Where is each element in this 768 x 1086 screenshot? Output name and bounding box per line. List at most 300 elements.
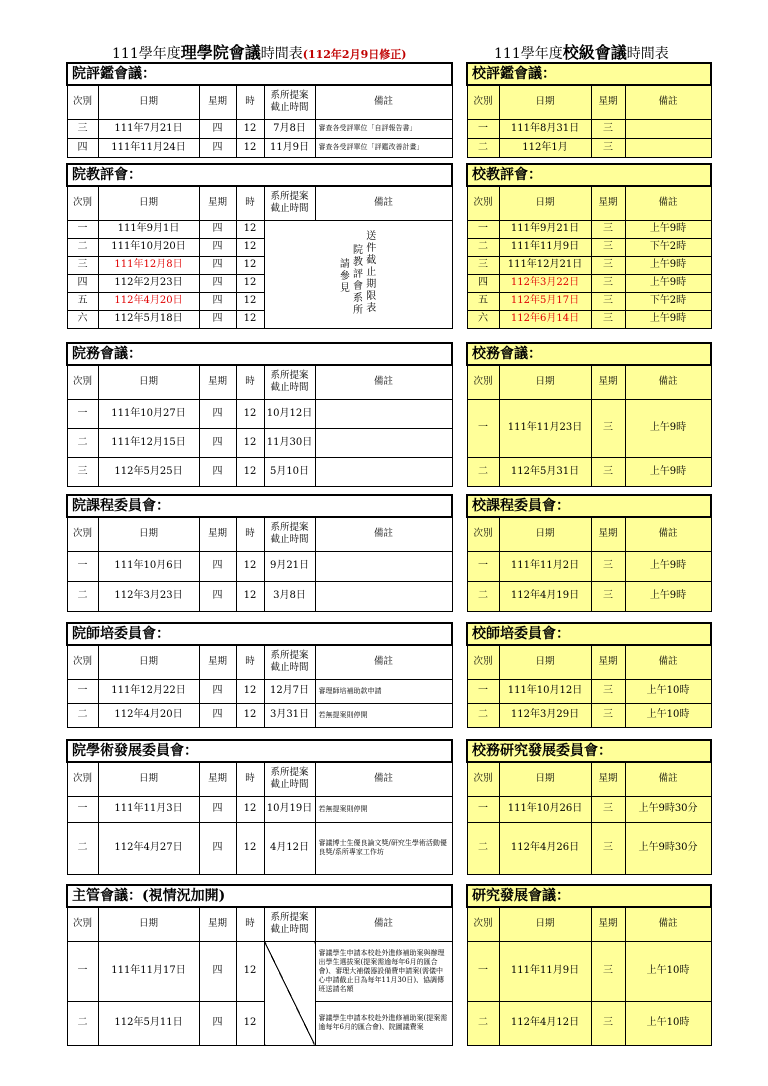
school-teach-section <box>466 163 712 329</box>
cell-week: 三 <box>591 310 625 328</box>
cell-date: 112年4月19日 <box>499 581 591 611</box>
cell-date: 112年5月25日 <box>98 457 199 486</box>
cell-week: 三 <box>591 274 625 292</box>
section-title: 院教評會： <box>67 164 452 186</box>
cell-date: 111年8月31日 <box>499 119 591 138</box>
cell-remark: 上午9時 <box>625 457 711 486</box>
header-remark: 備註 <box>625 186 711 220</box>
header-date: 日期 <box>499 517 591 551</box>
header-date: 日期 <box>98 517 199 551</box>
cell-week: 三 <box>591 551 625 581</box>
note-col: 送件截止期限表 <box>366 231 377 314</box>
header-deadline: 系所提案 截止時間 <box>264 762 315 796</box>
cell-date: 112年5月17日 <box>499 292 591 310</box>
cell-no: 二 <box>67 1001 98 1045</box>
cell-no: 二 <box>67 238 98 256</box>
header-remark: 備註 <box>315 517 452 551</box>
header-time: 時 <box>236 517 264 551</box>
cell-week: 三 <box>591 581 625 611</box>
cell-week: 四 <box>199 274 236 292</box>
cell-no: 一 <box>467 119 499 138</box>
header-no: 次別 <box>67 365 98 399</box>
header-week: 星期 <box>199 762 236 796</box>
cell-time: 12 <box>236 119 264 138</box>
cell-date: 112年2月23日 <box>98 274 199 292</box>
cell-week: 四 <box>199 822 236 874</box>
cell-deadline: 7月8日 <box>264 119 315 138</box>
cell-no: 二 <box>67 703 98 727</box>
cell-deadline: 3月8日 <box>264 581 315 611</box>
cell-deadline: 9月21日 <box>264 551 315 581</box>
cell-date: 112年4月26日 <box>499 822 591 874</box>
table-row <box>67 822 452 874</box>
cell-remark: 上午10時 <box>625 679 711 703</box>
cell-date: 112年5月31日 <box>499 457 591 486</box>
header-time: 時 <box>236 907 264 941</box>
note-col: 請參見 <box>339 259 350 294</box>
college-eval-section <box>66 62 453 158</box>
cell-remark: 審議學生申請本校赴外進修補助案(提案需逾每年6月的匯合會)、院圖議費案 <box>315 1001 452 1045</box>
cell-no: 三 <box>67 119 98 138</box>
table-row <box>467 399 711 457</box>
cell-date: 112年1月 <box>499 138 591 157</box>
cell-remark: 若無提案則停開 <box>315 703 452 727</box>
header-date: 日期 <box>499 907 591 941</box>
header-no: 次別 <box>67 645 98 679</box>
header-remark: 備註 <box>315 645 452 679</box>
school-affairs-section <box>466 342 712 487</box>
cell-date: 111年10月6日 <box>98 551 199 581</box>
table-row <box>467 274 711 292</box>
title-suffix: 時間表 <box>626 46 669 62</box>
table-row <box>467 457 711 486</box>
header-week: 星期 <box>591 85 625 119</box>
cell-week: 三 <box>591 256 625 274</box>
header-deadline: 系所提案 截止時間 <box>264 907 315 941</box>
header-week: 星期 <box>591 762 625 796</box>
header-no: 次別 <box>67 517 98 551</box>
cell-no: 二 <box>467 238 499 256</box>
cell-date: 111年12月21日 <box>499 256 591 274</box>
header-deadline: 系所提案 截止時間 <box>264 517 315 551</box>
cell-date: 111年11月9日 <box>499 941 591 1001</box>
cell-remark: 下午2時 <box>625 292 711 310</box>
cell-time: 12 <box>236 703 264 727</box>
table-row <box>67 457 452 486</box>
school-title <box>494 40 669 63</box>
cell-no: 一 <box>67 941 98 1001</box>
cell-remark: 上午9時 <box>625 256 711 274</box>
cell-week: 四 <box>199 138 236 157</box>
header-date: 日期 <box>98 85 199 119</box>
cell-date: 111年9月21日 <box>499 220 591 238</box>
cell-deadline: 5月10日 <box>264 457 315 486</box>
cell-no: 三 <box>67 256 98 274</box>
cell-week: 三 <box>591 138 625 157</box>
header-remark: 備註 <box>625 762 711 796</box>
cell-date: 111年10月20日 <box>98 238 199 256</box>
header-deadline: 系所提案 截止時間 <box>264 365 315 399</box>
header-date: 日期 <box>98 762 199 796</box>
cell-week: 四 <box>199 457 236 486</box>
header-week: 星期 <box>199 85 236 119</box>
cell-date: 112年4月20日 <box>98 703 199 727</box>
title-prefix: 111學年度 <box>494 46 563 62</box>
header-week: 星期 <box>591 907 625 941</box>
cell-no: 一 <box>67 551 98 581</box>
merged-note <box>264 220 452 328</box>
cell-week: 四 <box>199 1001 236 1045</box>
cell-week: 三 <box>591 238 625 256</box>
cell-remark: 上午9時30分 <box>625 796 711 822</box>
cell-time: 12 <box>236 138 264 157</box>
table-row <box>467 238 711 256</box>
header-remark: 備註 <box>315 365 452 399</box>
header-date: 日期 <box>98 365 199 399</box>
college-teach-section <box>66 163 453 329</box>
header-date: 日期 <box>499 645 591 679</box>
header-no: 次別 <box>67 186 98 220</box>
cell-remark: 審理師培補助款申請 <box>315 679 452 703</box>
header-date: 日期 <box>499 762 591 796</box>
cell-no: 二 <box>467 703 499 727</box>
cell-date: 112年5月18日 <box>98 310 199 328</box>
cell-date: 112年3月22日 <box>499 274 591 292</box>
cell-date: 111年11月23日 <box>499 399 591 457</box>
header-week: 星期 <box>199 907 236 941</box>
header-date: 日期 <box>499 186 591 220</box>
cell-remark: 上午9時 <box>625 310 711 328</box>
section-title: 院務會議： <box>67 343 452 365</box>
header-week: 星期 <box>199 365 236 399</box>
cell-time: 12 <box>236 1001 264 1045</box>
header-time: 時 <box>236 365 264 399</box>
cell-remark: 上午9時 <box>625 274 711 292</box>
cell-remark: 若無提案則停開 <box>315 796 452 822</box>
college-curriculum-section <box>66 494 453 612</box>
table-row <box>67 119 452 138</box>
cell-deadline: 4月12日 <box>264 822 315 874</box>
cell-week: 三 <box>591 796 625 822</box>
header-no: 次別 <box>467 517 499 551</box>
cell-week: 三 <box>591 220 625 238</box>
cell-date: 112年3月23日 <box>98 581 199 611</box>
cell-week: 四 <box>199 428 236 457</box>
cell-week: 四 <box>199 256 236 274</box>
table-row <box>467 138 711 157</box>
header-date: 日期 <box>98 907 199 941</box>
header-no: 次別 <box>467 907 499 941</box>
cell-no: 四 <box>67 274 98 292</box>
cell-date: 111年11月24日 <box>98 138 199 157</box>
header-date: 日期 <box>499 85 591 119</box>
supervisors-section <box>66 884 453 1046</box>
table-row <box>467 310 711 328</box>
section-title: 院課程委員會： <box>67 495 452 517</box>
cell-remark <box>315 428 452 457</box>
cell-remark <box>315 457 452 486</box>
cell-no: 一 <box>467 551 499 581</box>
table-row <box>467 679 711 703</box>
header-remark: 備註 <box>315 85 452 119</box>
cell-week: 四 <box>199 310 236 328</box>
cell-week: 四 <box>199 796 236 822</box>
deadline-not-applicable <box>264 941 315 1045</box>
section-title: 校評鑑會議： <box>467 63 711 85</box>
cell-remark: 上午9時 <box>625 220 711 238</box>
header-remark: 備註 <box>315 762 452 796</box>
cell-week: 四 <box>199 941 236 1001</box>
cell-no: 二 <box>67 428 98 457</box>
cell-no: 二 <box>467 1001 499 1045</box>
cell-remark: 審議博士生優良論文獎/研究生學術活動優良獎/系所專家工作坊 <box>315 822 452 874</box>
header-deadline: 系所提案 截止時間 <box>264 645 315 679</box>
table-row <box>67 941 452 1001</box>
table-row <box>67 399 452 428</box>
cell-no: 五 <box>467 292 499 310</box>
cell-time: 12 <box>236 581 264 611</box>
cell-date: 111年11月3日 <box>98 796 199 822</box>
cell-week: 四 <box>199 551 236 581</box>
header-week: 星期 <box>591 365 625 399</box>
header-remark: 備註 <box>315 907 452 941</box>
cell-time: 12 <box>236 256 264 274</box>
cell-remark: 上午9時 <box>625 581 711 611</box>
table-row <box>467 1001 711 1045</box>
header-remark: 備註 <box>625 85 711 119</box>
title-bold: 校級會議 <box>562 43 627 62</box>
table-row <box>67 679 452 703</box>
school-research-affairs-section <box>466 739 712 875</box>
header-no: 次別 <box>467 645 499 679</box>
section-title: 研究發展會議： <box>467 885 711 907</box>
cell-no: 一 <box>467 399 499 457</box>
cell-week: 四 <box>199 581 236 611</box>
cell-remark <box>315 581 452 611</box>
note-col: 院教評會系所 <box>353 245 363 316</box>
header-no: 次別 <box>467 365 499 399</box>
table-row <box>67 796 452 822</box>
cell-deadline: 12月7日 <box>264 679 315 703</box>
header-remark: 備註 <box>625 907 711 941</box>
cell-time: 12 <box>236 310 264 328</box>
cell-remark: 上午9時 <box>625 399 711 457</box>
cell-date: 112年4月12日 <box>499 1001 591 1045</box>
header-week: 星期 <box>199 186 236 220</box>
college-title <box>112 40 406 63</box>
cell-deadline: 10月12日 <box>264 399 315 428</box>
cell-week: 四 <box>199 220 236 238</box>
cell-no: 一 <box>467 796 499 822</box>
section-title: 校務研究發展委員會： <box>467 740 711 762</box>
table-row <box>67 428 452 457</box>
cell-time: 12 <box>236 274 264 292</box>
cell-remark <box>315 399 452 428</box>
cell-date: 111年7月21日 <box>98 119 199 138</box>
section-title: 校教評會： <box>467 164 711 186</box>
cell-week: 四 <box>199 119 236 138</box>
cell-date: 111年11月9日 <box>499 238 591 256</box>
cell-date: 112年4月20日 <box>98 292 199 310</box>
cell-time: 12 <box>236 796 264 822</box>
section-title: 校務會議： <box>467 343 711 365</box>
section-title: 院師培委員會： <box>67 623 452 645</box>
cell-deadline: 11月9日 <box>264 138 315 157</box>
college-teacher-training-section <box>66 622 453 728</box>
cell-deadline: 3月31日 <box>264 703 315 727</box>
section-title: 主管會議：(視情況加開) <box>67 885 452 907</box>
section-title: 院學術發展委員會： <box>67 740 452 762</box>
header-week: 星期 <box>591 186 625 220</box>
section-title: 校課程委員會： <box>467 495 711 517</box>
table-row <box>467 551 711 581</box>
cell-no: 一 <box>67 679 98 703</box>
header-no: 次別 <box>67 85 98 119</box>
table-row <box>67 220 452 238</box>
cell-date: 111年10月27日 <box>98 399 199 428</box>
school-eval-section <box>466 62 712 158</box>
cell-date: 111年11月2日 <box>499 551 591 581</box>
cell-time: 12 <box>236 679 264 703</box>
header-remark: 備註 <box>625 517 711 551</box>
cell-no: 三 <box>467 256 499 274</box>
cell-deadline: 10月19日 <box>264 796 315 822</box>
cell-time: 12 <box>236 822 264 874</box>
table-row <box>67 703 452 727</box>
cell-week: 四 <box>199 679 236 703</box>
cell-week: 三 <box>591 119 625 138</box>
table-row <box>67 1001 452 1045</box>
header-deadline: 系所提案 截止時間 <box>264 85 315 119</box>
cell-week: 四 <box>199 703 236 727</box>
cell-date: 112年3月29日 <box>499 703 591 727</box>
header-time: 時 <box>236 85 264 119</box>
cell-date: 112年6月14日 <box>499 310 591 328</box>
header-date: 日期 <box>98 645 199 679</box>
school-research-dev-section <box>466 884 712 1046</box>
cell-no: 一 <box>467 220 499 238</box>
cell-date: 111年11月17日 <box>98 941 199 1001</box>
cell-no: 四 <box>67 138 98 157</box>
cell-remark: 上午10時 <box>625 1001 711 1045</box>
cell-remark: 審查各受評單位「自評報告書」 <box>315 119 452 138</box>
cell-week: 四 <box>199 399 236 428</box>
college-academic-section <box>66 739 453 875</box>
cell-time: 12 <box>236 941 264 1001</box>
cell-no: 二 <box>67 822 98 874</box>
cell-time: 12 <box>236 551 264 581</box>
header-deadline: 系所提案 截止時間 <box>264 186 315 220</box>
cell-time: 12 <box>236 428 264 457</box>
cell-remark <box>315 551 452 581</box>
cell-no: 一 <box>67 399 98 428</box>
table-row <box>467 796 711 822</box>
table-row <box>67 581 452 611</box>
header-no: 次別 <box>67 907 98 941</box>
header-remark: 備註 <box>625 365 711 399</box>
cell-remark: 下午2時 <box>625 238 711 256</box>
title-suffix: 時間表 <box>260 46 303 62</box>
cell-week: 三 <box>591 941 625 1001</box>
college-affairs-section <box>66 342 453 487</box>
header-time: 時 <box>236 762 264 796</box>
header-no: 次別 <box>467 85 499 119</box>
table-row <box>67 551 452 581</box>
cell-date: 111年10月12日 <box>499 679 591 703</box>
header-date: 日期 <box>499 365 591 399</box>
cell-no: 四 <box>467 274 499 292</box>
cell-no: 二 <box>67 581 98 611</box>
cell-time: 12 <box>236 457 264 486</box>
cell-no: 二 <box>467 822 499 874</box>
cell-no: 一 <box>467 941 499 1001</box>
header-remark: 備註 <box>625 645 711 679</box>
cell-week: 三 <box>591 1001 625 1045</box>
school-curriculum-section <box>466 494 712 612</box>
cell-remark: 上午10時 <box>625 941 711 1001</box>
cell-date: 111年12月8日 <box>98 256 199 274</box>
table-row <box>467 703 711 727</box>
title-prefix: 111學年度 <box>112 46 181 62</box>
header-remark: 備註 <box>315 186 452 220</box>
cell-no: 五 <box>67 292 98 310</box>
header-no: 次別 <box>67 762 98 796</box>
header-week: 星期 <box>199 645 236 679</box>
cell-week: 三 <box>591 822 625 874</box>
cell-week: 三 <box>591 679 625 703</box>
revision-note: (112年2月9日修正) <box>302 48 407 61</box>
cell-remark: 上午10時 <box>625 703 711 727</box>
section-title: 院評鑑會議： <box>67 63 452 85</box>
cell-time: 12 <box>236 292 264 310</box>
cell-no: 一 <box>467 679 499 703</box>
table-row <box>467 292 711 310</box>
cell-no: 六 <box>467 310 499 328</box>
cell-week: 四 <box>199 292 236 310</box>
cell-time: 12 <box>236 220 264 238</box>
section-title: 校師培委員會： <box>467 623 711 645</box>
table-row <box>467 581 711 611</box>
cell-date: 112年5月11日 <box>98 1001 199 1045</box>
cell-week: 三 <box>591 703 625 727</box>
header-no: 次別 <box>467 762 499 796</box>
cell-date: 111年10月26日 <box>499 796 591 822</box>
header-week: 星期 <box>591 645 625 679</box>
table-row <box>467 941 711 1001</box>
header-date: 日期 <box>98 186 199 220</box>
cell-week: 四 <box>199 238 236 256</box>
cell-time: 12 <box>236 238 264 256</box>
cell-time: 12 <box>236 399 264 428</box>
cell-remark: 上午9時30分 <box>625 822 711 874</box>
cell-deadline: 11月30日 <box>264 428 315 457</box>
cell-remark: 上午9時 <box>625 551 711 581</box>
cell-date: 112年4月27日 <box>98 822 199 874</box>
header-week: 星期 <box>591 517 625 551</box>
header-no: 次別 <box>467 186 499 220</box>
header-time: 時 <box>236 645 264 679</box>
table-row <box>467 256 711 274</box>
header-week: 星期 <box>199 517 236 551</box>
cell-date: 111年9月1日 <box>98 220 199 238</box>
cell-no: 三 <box>67 457 98 486</box>
cell-no: 六 <box>67 310 98 328</box>
cell-week: 三 <box>591 399 625 457</box>
cell-no: 二 <box>467 581 499 611</box>
title-bold: 理學院會議 <box>180 43 261 62</box>
table-row <box>467 119 711 138</box>
table-row <box>467 220 711 238</box>
